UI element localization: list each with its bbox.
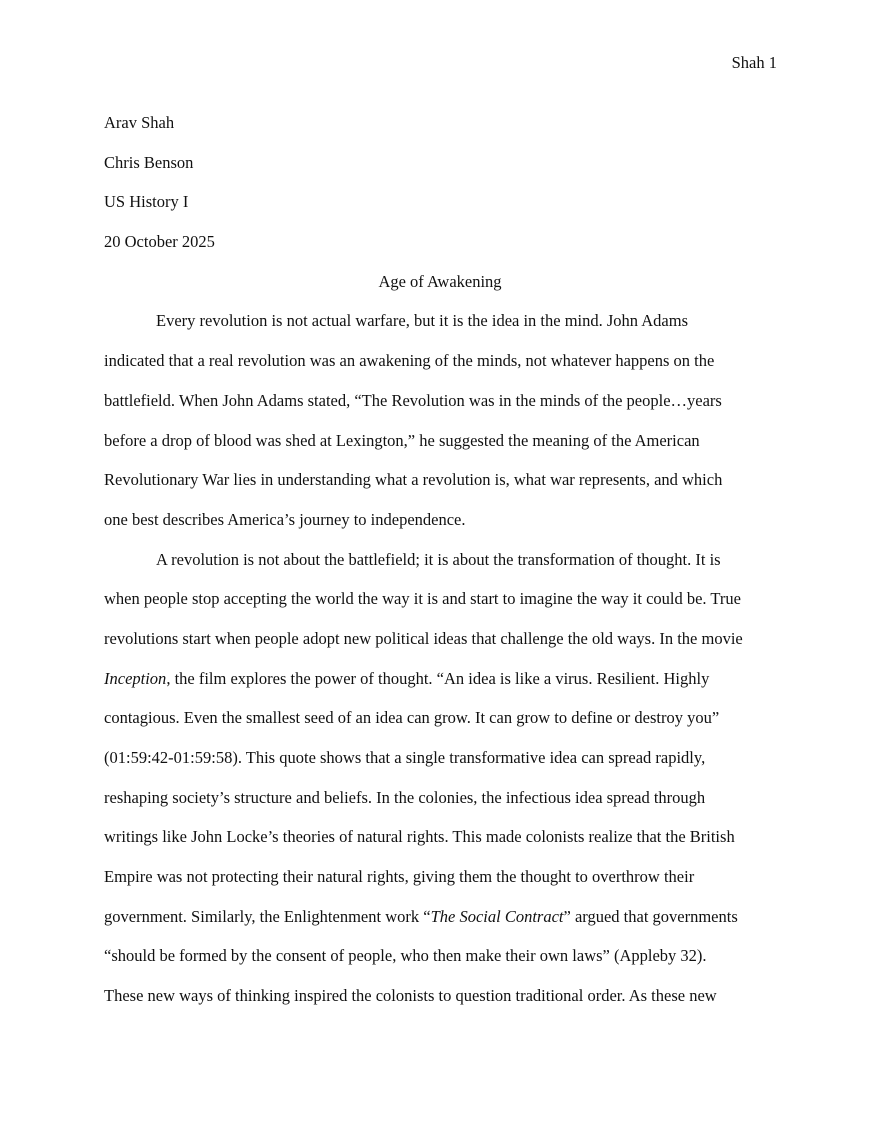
paragraph-line: when people stop accepting the world the way it is and start to imagine the way it could be. True (104, 589, 741, 609)
paragraph-2 (104, 540, 776, 1016)
essay-title: Age of Awakening (378, 271, 502, 291)
paragraph-line: Every revolution is not actual warfare, but it is the idea in the mind. John Adams (156, 311, 689, 331)
paragraph-line: (01:59:42-01:59:58). This quote shows that a single transformative idea can spread rapidly, (104, 748, 706, 767)
essay-date: 20 October 2025 (104, 232, 215, 252)
paragraph-line: battlefield. When John Adams stated, “The Revolution was in the minds of the people…years (104, 390, 722, 410)
film-title-italic: Inception (104, 668, 167, 688)
paragraph-line: one best describes America’s journey to independence. (104, 509, 466, 529)
line-text: , the film explores the power of thought. “An idea is like a virus. Resilient. Highly (166, 668, 710, 688)
author-name: Arav Shah (104, 113, 175, 132)
paragraph-line: writings like John Locke’s theories of natural rights. This made colonists realize that the British (104, 827, 735, 847)
paragraph-line: A revolution is not about the battlefield; it is about the transformation of thought. It is (156, 549, 721, 569)
essay-body (104, 103, 776, 1016)
paragraph-line: “should be formed by the consent of people, who then make their own laws” (Appleby 32). (104, 946, 707, 966)
work-title-italic: The Social Contract (430, 906, 564, 926)
paragraph-line (104, 659, 776, 699)
paragraph-line: Revolutionary War lies in understanding what a revolution is, what war represents, and which (104, 470, 723, 490)
paragraph-1 (104, 301, 776, 539)
instructor-name: Chris Benson (104, 152, 194, 172)
paragraph-line: reshaping society’s structure and beliefs. In the colonies, the infectious idea spread through (104, 787, 706, 807)
paragraph-line: before a drop of blood was shed at Lexington,” he suggested the meaning of the American (104, 430, 700, 450)
paragraph-line: revolutions start when people adopt new political ideas that challenge the old ways. In the movie (104, 628, 743, 648)
paragraph-line: These new ways of thinking inspired the colonists to question traditional order. As these new (104, 986, 717, 1006)
line-text: ” argued that governments (563, 906, 738, 926)
paragraph-line: Empire was not protecting their natural rights, giving them the thought to overthrow their (104, 867, 695, 887)
paragraph-line: contagious. Even the smallest seed of an idea can grow. It can grow to define or destroy you” (104, 708, 720, 728)
paragraph-line: indicated that a real revolution was an awakening of the minds, not whatever happens on the (104, 351, 715, 371)
paragraph-line (104, 897, 776, 937)
course-name: US History I (104, 192, 189, 212)
line-text: government. Similarly, the Enlightenment work “ (104, 906, 431, 926)
running-header-page-number: Shah 1 (731, 53, 777, 72)
